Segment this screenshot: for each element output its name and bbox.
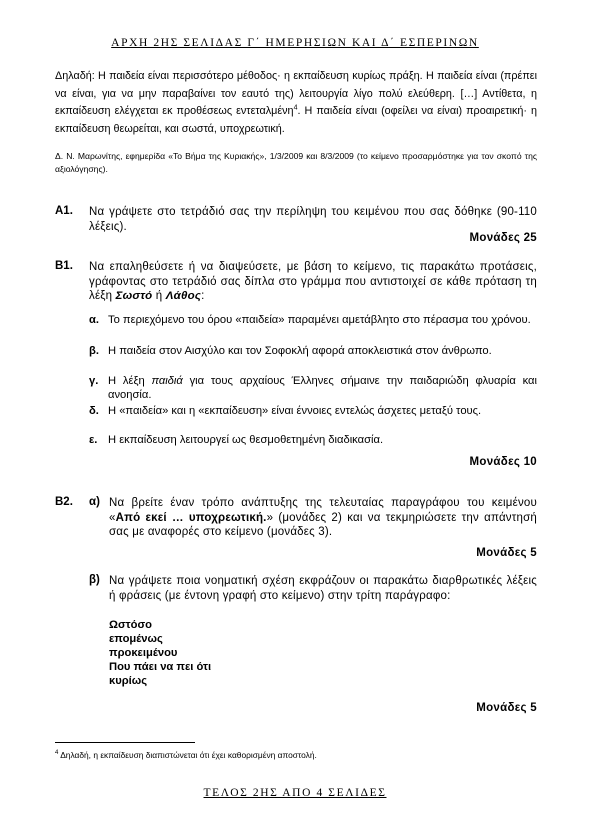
connective-word: κυρίως <box>109 675 148 687</box>
word-or: ή <box>152 290 166 302</box>
passage-part-1: Δηλαδή: Η παιδεία είναι περισσότερο μέθοδος· η εκπαίδευση κυρίως πράξη. Η παιδεία είναι (πρέπει να είναι, για να μην παραβαίνει τον εαυτό της) λειτουργία λίγο πολύ ελεύθερη. […] Αντίθετα, η εκπαίδευση ελέγχεται εκ προθέσεως εντεταλμένη <box>55 70 537 117</box>
statement-letter: ε. <box>89 434 98 446</box>
statement-text: Η παιδεία στον Αισχύλο και τον Σοφοκλή αφορά αποκλειστικά στον άνθρωπο. <box>108 345 492 357</box>
question-b2a-marks: Μονάδες 5 <box>476 547 537 559</box>
statement-letter: β. <box>89 345 99 357</box>
word-true: Σωστό <box>115 290 153 302</box>
emphasized-word: παιδιά <box>151 375 183 387</box>
passage-part-2: . Η παιδεία είναι (οφείλει να είναι) προαιρετική· η εκπαίδευση θεωρείται, και σωστά, υποχρεωτική. <box>55 105 538 135</box>
connective-words-list <box>109 618 211 688</box>
connective-word: Ωστόσο <box>109 619 152 631</box>
source-citation: Δ. Ν. Μαρωνίτης, εφημερίδα «Το Βήμα της Κυριακής», 1/3/2009 και 8/3/2009 (το κείμενο προσαρμόστηκε για τον σκοπό της αξιολόγησης). <box>55 151 537 174</box>
question-b2b-text: Να γράψετε ποια νοηματική σχέση εκφράζουν οι παρακάτω διαρθρωτικές λέξεις ή φράσεις (με έντονη γραφή στο κείμενο) στην τρίτη παράγραφο: <box>109 575 537 602</box>
question-b2-label: Β2. <box>55 496 73 508</box>
question-b1-label: Β1. <box>55 260 73 272</box>
instruction-colon: : <box>201 290 205 302</box>
question-b2a-label: α) <box>89 496 100 508</box>
connective-word: προκειμένου <box>109 647 178 659</box>
question-a1-label: Α1. <box>55 205 73 217</box>
footnote-number: 4 <box>55 750 59 757</box>
statement-letter: δ. <box>89 405 99 417</box>
question-a1-marks: Μονάδες 25 <box>469 232 537 244</box>
connective-word: Που πάει να πει ότι <box>109 661 212 673</box>
statement-text: Η εκπαίδευση λειτουργεί ως θεσμοθετημένη διαδικασία. <box>108 434 384 446</box>
question-b1-instruction: Να επαληθεύσετε ή να διαψεύσετε, με βάση το κείμενο, τις παρακάτω προτάσεις, γράφοντας στο τετράδιό σας δίπλα στο γράμμα που αντιστοιχεί σε κάθε πρόταση τη λέξη <box>89 261 537 302</box>
word-false: Λάθος <box>165 290 202 302</box>
footnote-divider <box>55 742 195 743</box>
footnote-reference: 4 <box>293 104 298 112</box>
passage-excerpt <box>55 68 537 138</box>
statement-letter: α. <box>89 314 99 326</box>
question-b2b-marks: Μονάδες 5 <box>476 702 537 714</box>
question-b1-text <box>89 260 537 304</box>
statement-text: Η «παιδεία» και η «εκπαίδευση» είναι έννοιες εντελώς άσχετες μεταξύ τους. <box>108 405 482 417</box>
page-footer-title: ΤΕΛΟΣ 2ΗΣ ΑΠΟ 4 ΣΕΛΙΔΕΣ <box>203 787 387 799</box>
footnote-text: Δηλαδή, η εκπαίδευση διαπιστώνεται ότι έχει καθορισμένη αποστολή. <box>58 750 317 760</box>
quoted-excerpt: Από εκεί … υποχρεωτική. <box>115 511 267 524</box>
statement-text: Η λέξη παιδιά για τους αρχαίους Έλληνες σήμαινε την παιδαριώδη φλυαρία και ανοησία. <box>108 375 537 401</box>
page-header-title: ΑΡΧΗ 2ΗΣ ΣΕΛΙΔΑΣ Γ΄ ΗΜΕΡΗΣΙΩΝ ΚΑΙ Δ΄ ΕΣΠΕΡΙΝΩΝ <box>111 37 479 49</box>
question-b1-marks: Μονάδες 10 <box>469 456 537 468</box>
question-a1-text: Να γράψετε στο τετράδιό σας την περίληψη του κειμένου που σας δόθηκε (90-110 λέξεις). <box>89 206 537 233</box>
connective-word: επομένως <box>109 633 163 645</box>
question-b2a-text: Να βρείτε έναν τρόπο ανάπτυξης της τελευταίας παραγράφου του κειμένου «Από εκεί … υποχρεωτική.» (μονάδες 2) και να τεκμηριώσετε την απάντησή σας με αναφορές στο κείμενο (μονάδες 3). <box>109 497 537 538</box>
footnote <box>55 750 317 760</box>
statement-text: Το περιεχόμενο του όρου «παιδεία» παραμένει αμετάβλητο στο πέρασμα του χρόνου. <box>108 314 531 326</box>
statement-letter: γ. <box>89 375 99 387</box>
question-b2b-label: β) <box>89 574 100 586</box>
